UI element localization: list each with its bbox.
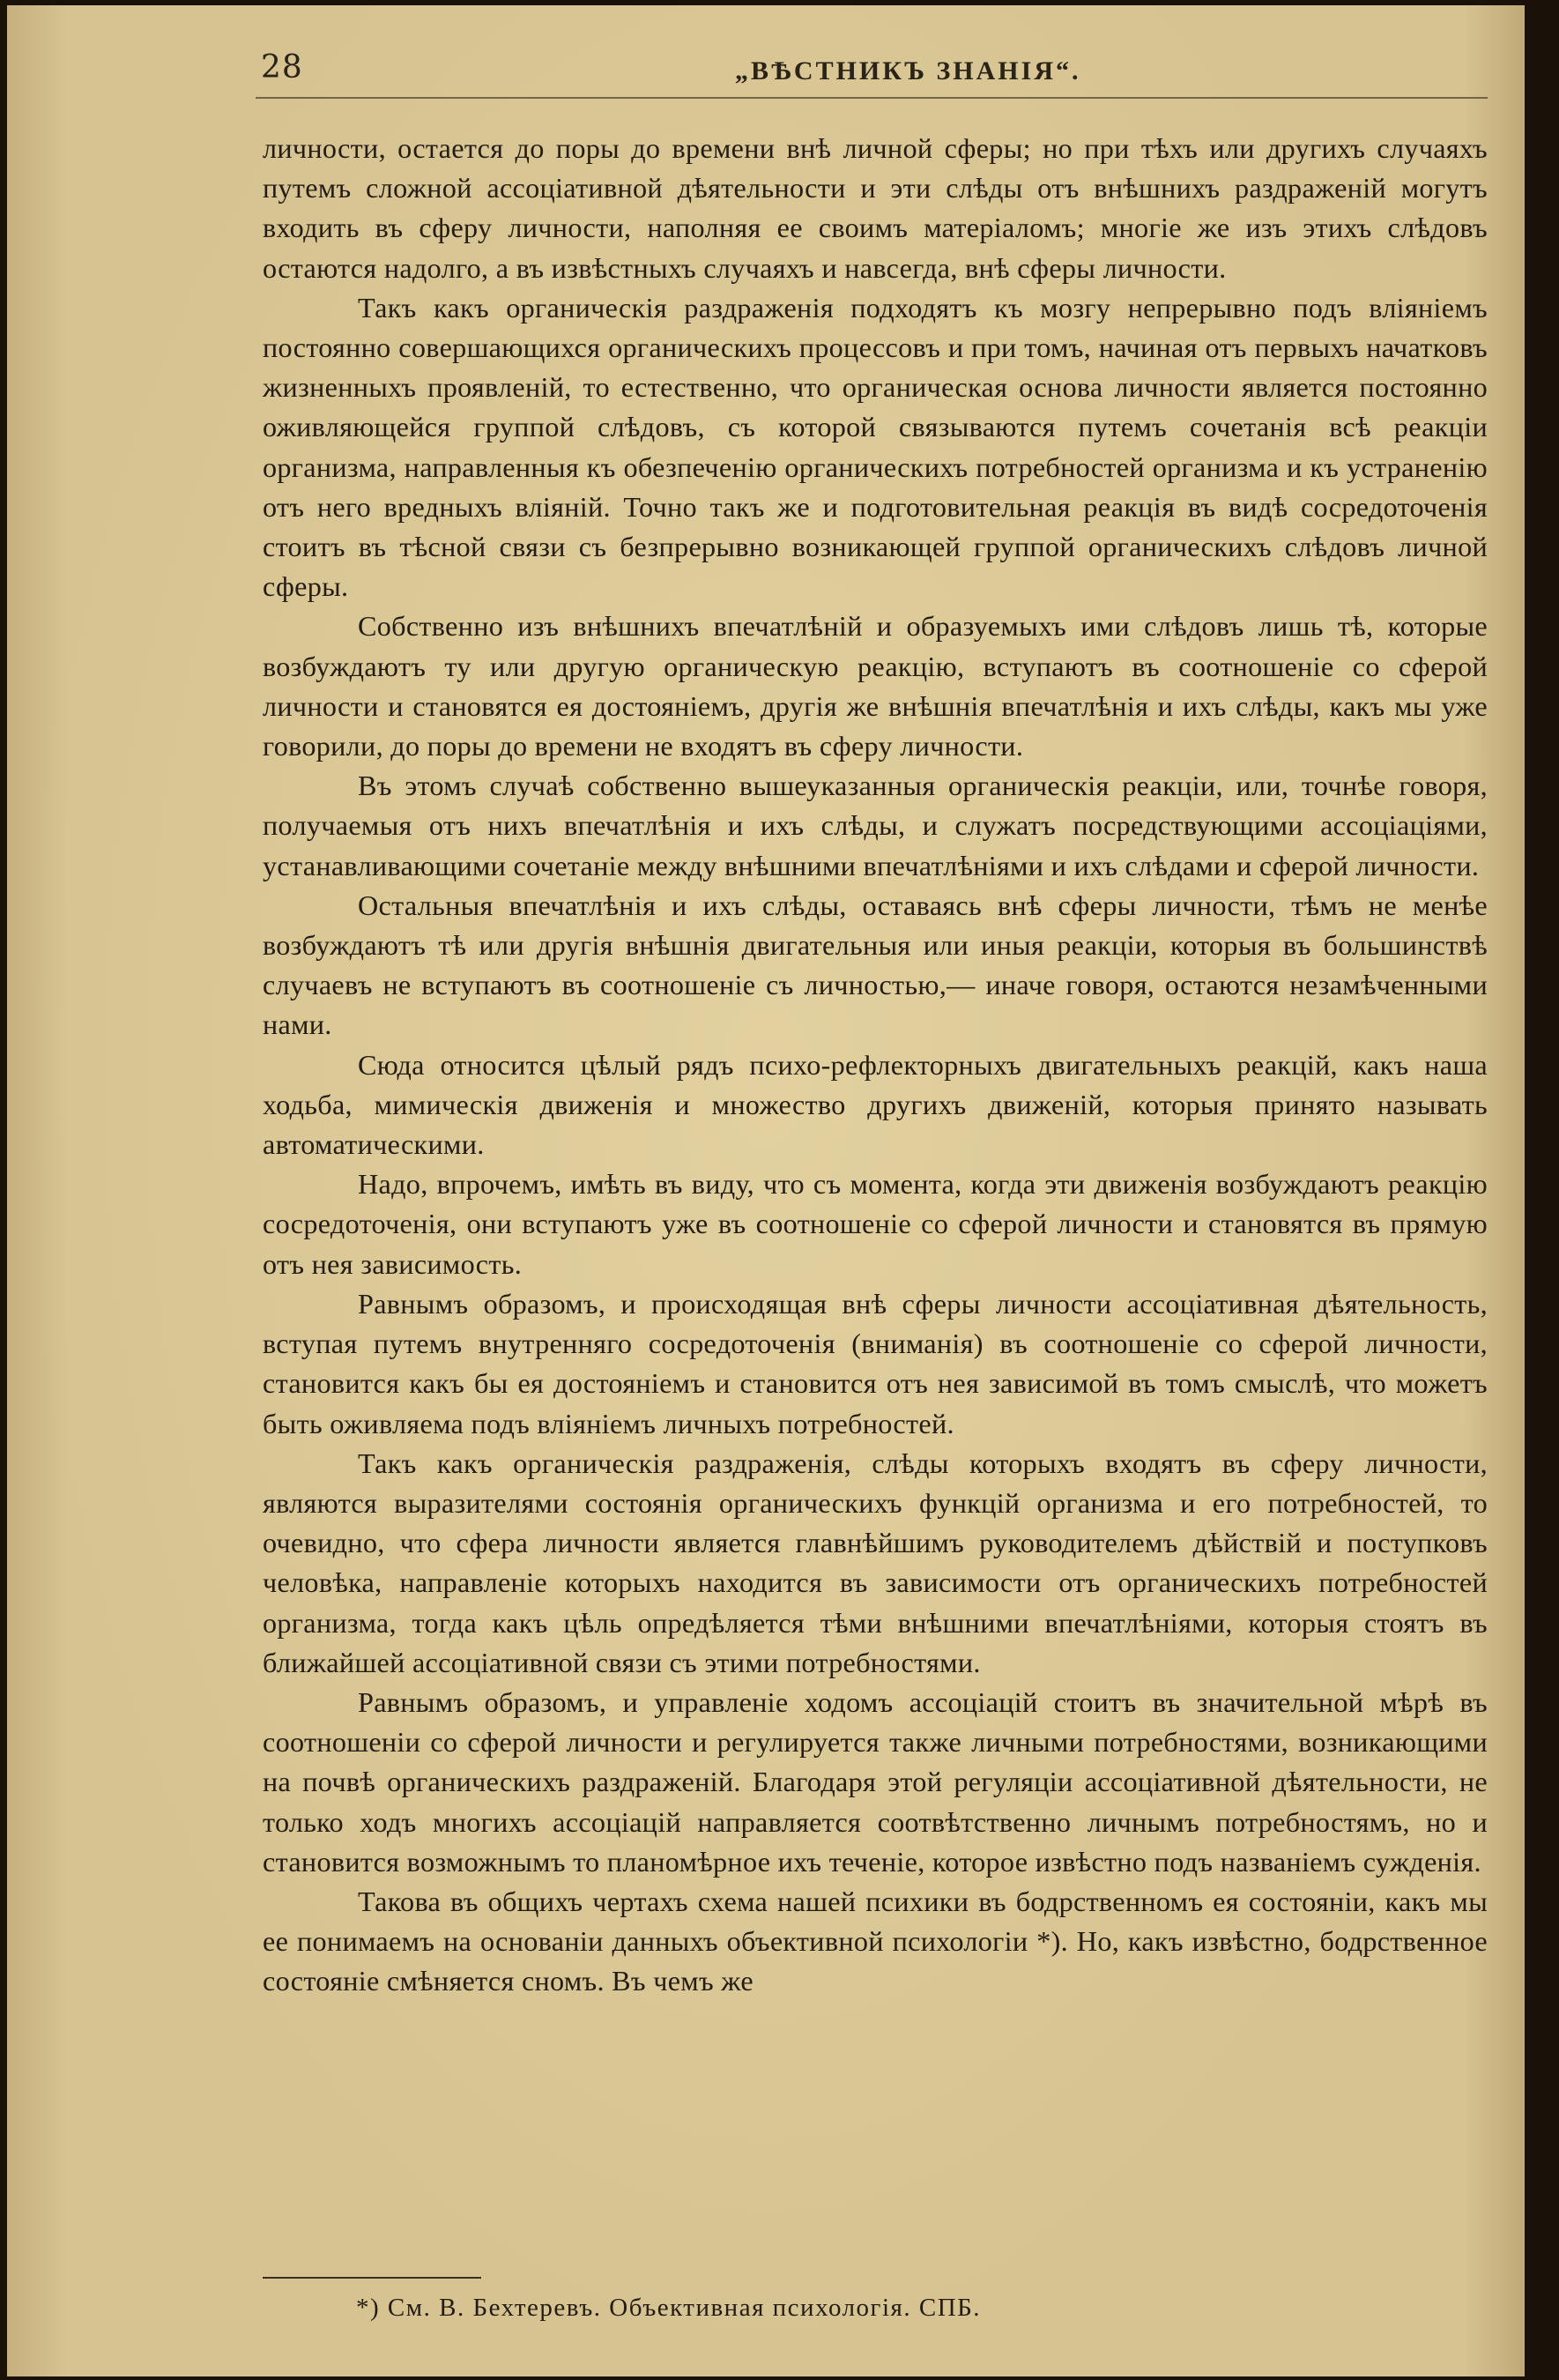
page-header: [7, 48, 1525, 100]
paragraph-11: Такова въ общихъ чертахъ схема нашей психики въ бодрственномъ ея состояніи, какъ мы ее понимаемъ на основаніи данныхъ объективной психологіи *). Но, какъ извѣстно, бодрственное состояніе смѣняется сномъ. Въ чемъ же: [263, 1885, 1488, 1997]
paragraph-6: Сюда относится цѣлый рядъ психо-рефлекторныхъ двигательныхъ реакцій, какъ наша ходьба, мимическія движенія и множество другихъ движеній, которыя принято называть автоматическими.: [263, 1048, 1488, 1161]
footnote-divider: [263, 2277, 481, 2279]
paragraph-8: Равнымъ образомъ, и происходящая внѣ сферы личности ассоціативная дѣятельность, вступая путемъ внутренняго сосредоточенія (вниманія) въ соотношеніе со сферой личности, становится какъ бы ея достояніемъ и становится отъ нея зависимой въ томъ смыслѣ, что можетъ быть оживляема подъ вліяніемъ личныхъ потребностей.: [263, 1287, 1488, 1439]
paragraph-7: Надо, впрочемъ, имѣть въ виду, что съ момента, когда эти движенія возбуждаютъ реакцію сосредоточенія, они вступаютъ уже въ соотношеніе со сферой личности и становятся въ прямую отъ нея зависимость.: [263, 1168, 1488, 1280]
paragraph-4: Въ этомъ случаѣ собственно вышеуказанныя органическія реакціи, или, точнѣе говоря, получаемыя отъ нихъ впечатлѣнія и ихъ слѣды, и служатъ посредствующими ассоціаціями, устанавливающими сочетаніе между внѣшними впечатлѣніями и ихъ слѣдами и сферой личности.: [263, 770, 1488, 881]
paragraph-9: Такъ какъ органическія раздраженія, слѣды которыхъ входятъ въ сферу личности, являются выразителями состоянія органическихъ функцій организма и его потребностей, то очевидно, что сфера личности является главнѣйшимъ руководителемъ дѣйствій и поступковъ человѣка, направленіе которыхъ находится въ зависимости отъ органическихъ потребностей организма, тогда какъ цѣль опредѣляется тѣми внѣшними впечатлѣніями, которыя стоятъ въ ближайшей ассоціативной связи съ этими потребностями.: [263, 1447, 1488, 1678]
book-page: [7, 5, 1525, 2376]
body-text: [263, 129, 1488, 2002]
paragraph-3: Собственно изъ внѣшнихъ впечатлѣній и образуемыхъ ими слѣдовъ лишь тѣ, которые возбуждаютъ ту или другую органическую реакцію, вступаютъ въ соотношеніе со сферой личности и становятся ея достояніемъ, другія же внѣшнія впечатлѣнія и ихъ слѣды, какъ мы уже говорили, до поры до времени не входятъ въ сферу личности.: [263, 610, 1488, 762]
paragraph-1: личности, остается до поры до времени внѣ личной сферы; но при тѣхъ или другихъ случаяхъ путемъ сложной ассоціативной дѣятельности и эти слѣды отъ внѣшнихъ раздраженій могутъ входить въ сферу личности, наполняя ее своимъ матеріаломъ; многіе же изъ этихъ слѣдовъ остаются надолго, а въ извѣстныхъ случаяхъ и навсегда, внѣ сферы личности.: [263, 132, 1488, 284]
header-divider: [256, 97, 1488, 99]
paragraph-2: Такъ какъ органическія раздраженія подходятъ къ мозгу непрерывно подъ вліяніемъ постоянно совершающихся органическихъ процессовъ и при томъ, начиная отъ первыхъ начатковъ жизненныхъ проявленій, то естественно, что органическая основа личности является постоянно оживляющейся группой слѣдовъ, съ которой связываются путемъ сочетанія всѣ реакціи организма, направленныя къ обезпеченію органическихъ потребностей организма и къ устраненію отъ него вредныхъ вліяній. Точно такъ же и подготовительная реакція въ видѣ сосредоточенія стоитъ въ тѣсной связи съ безпрерывно возникающей группой органическихъ слѣдовъ личной сферы.: [263, 291, 1488, 603]
paragraph-5: Остальныя впечатлѣнія и ихъ слѣды, оставаясь внѣ сферы личности, тѣмъ не менѣе возбуждаютъ тѣ или другія внѣшнія двигательныя или иныя реакціи, которыя въ большинствѣ случаевъ не вступаютъ въ соотношеніе съ личностью,— иначе говоря, остаются незамѣченными нами.: [263, 889, 1488, 1041]
page-number: 28: [261, 49, 303, 86]
paragraph-10: Равнымъ образомъ, и управленіе ходомъ ассоціацій стоитъ въ значительной мѣрѣ въ соотношеніи со сферой личности и регулируется также личными потребностями, возникающими на почвѣ органическихъ раздраженій. Благодаря этой регуляціи ассоціативной дѣятельности, не только ходъ многихъ ассоціацій направляется соотвѣтственно личнымъ потребностямъ, но и становится возможнымъ то планомѣрное ихъ теченіе, которое извѣстно подъ названіемъ сужденія.: [263, 1685, 1488, 1878]
running-head-title: „ВѢСТНИКЪ ЗНАНІЯ“.: [735, 56, 1081, 86]
footnote: *) См. В. Бехтеревъ. Объективная психологія. СПБ.: [356, 2294, 982, 2322]
